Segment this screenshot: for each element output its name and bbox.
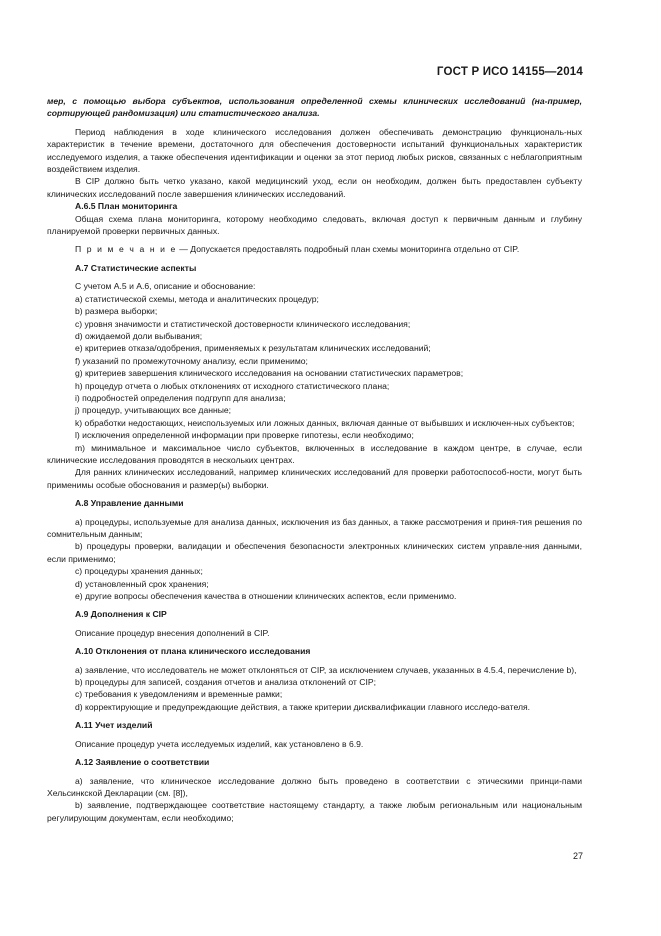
paragraph: С учетом А.5 и А.6, описание и обоснование: (75, 281, 256, 292)
list-item: b) заявление, подтверждающее соответствие настоящему стандарту, а также любым региональным или национальным регулирующим документам, если необходимо; (47, 800, 582, 823)
list-item: h) процедур отчета о любых отклонениях от исходного статистического плана; (75, 380, 390, 391)
list-item: l) исключения определенной информации при проверке гипотезы, если необходимо; (75, 430, 414, 441)
list-item: d) установленный срок хранения; (75, 578, 209, 589)
list-item: b) процедуры для записей, создания отчетов и анализа отклонений от CIP; (75, 677, 376, 688)
section-heading: A.11 Учет изделий (75, 720, 153, 731)
paragraph: Общая схема плана мониторинга, которому необходимо следовать, включая доступ к первичным данным и глубину планируемой проверки первичных данных. (47, 213, 582, 237)
section-heading: A.8 Управление данными (75, 498, 184, 509)
section-heading: A.12 Заявление о соответствии (75, 757, 210, 768)
list-item: c) требования к уведомлениям и временные рамки; (75, 689, 283, 700)
page-number: 27 (572, 851, 583, 861)
section-heading: A.7 Статистические аспекты (75, 262, 197, 273)
list-item: a) статистической схемы, метода и аналитических процедур; (75, 293, 319, 304)
paragraph: Описание процедур учета исследуемых изделий, как установлено в 6.9. (75, 738, 364, 749)
section-heading: A.6.5 План мониторинга (75, 201, 178, 212)
list-item: j) процедур, учитывающих все данные; (75, 405, 232, 416)
list-item: b) размера выборки; (75, 306, 158, 317)
list-item: k) обработки недостающих, неиспользуемых или ложных данных, включая данные от выбывших и исключен-ных субъектов; (75, 417, 575, 428)
list-item: i) подробностей определения подгрупп для анализа; (75, 392, 286, 403)
list-item: f) указаний по промежуточному анализу, если применимо; (75, 355, 308, 366)
note-text: — Допускается предоставлять подробный план схемы мониторинга отдельно от CIP. (176, 244, 520, 255)
list-item: e) критериев отказа/одобрения, применяемых к результатам клинических исследований; (75, 343, 431, 354)
list-item: d) ожидаемой доли выбывания; (75, 330, 203, 341)
list-item: c) уровня значимости и статистической достоверности клинического исследования; (75, 318, 411, 329)
list-item: e) другие вопросы обеспечения качества в отношении клинических аспектов, если применимо. (75, 591, 457, 602)
list-item: d) корректирующие и предупреждающие действия, а также критерии дисквалификации главного исследо-вателя. (75, 701, 531, 712)
list-item: c) процедуры хранения данных; (75, 566, 203, 577)
list-item: a) заявление, что клиническое исследование должно быть проведено в соответствии с этическими принци-пами Хельсинкской Декларации (см. [8]), (47, 775, 582, 798)
note-paragraph (47, 243, 582, 255)
paragraph: Описание процедур внесения дополнений в CIP. (75, 627, 270, 638)
list-item: a) процедуры, используемые для анализа данных, исключения из баз данных, а также рассмотрения и приня-тия решения по сомнительным данным; (47, 516, 582, 539)
list-item: b) процедуры проверки, валидации и обеспечения безопасности электронных клинических систем управле-ния данными, если применимо; (47, 541, 582, 564)
section-heading: A.9 Дополнения к CIP (75, 609, 167, 620)
note-label: П р и м е ч а н и е (75, 244, 177, 255)
list-item: g) критериев завершения клинического исследования на основании статистических параметров; (75, 368, 464, 379)
paragraph: Период наблюдения в ходе клинического исследования должен обеспечивать демонстрацию функциональ-ных характеристик в течение времени, достаточного для обеспечения достоверности испытаний функциональных характеристик исследуемого изделия, а также обеспечения идентификации и оценки за этот период любых рисков, связанных с неблагоприятным воздействием изделия. (47, 126, 582, 175)
paragraph: В CIP должно быть четко указано, какой медицинский уход, если он необходим, должен быть предоставлен субъекту клинических исследований после завершения клинических исследований. (47, 176, 582, 199)
document-body (47, 95, 582, 824)
list-item: a) заявление, что исследователь не может отклоняться от CIP, за исключением случаев, указанных в 4.5.4, перечисление b), (75, 664, 577, 675)
document-header: ГОСТ Р ИСО 14155—2014 (436, 66, 583, 78)
list-item: m) минимальное и максимальное число субъектов, включенных в исследование в каждом центре, в случае, если клинические исследования проводятся в нескольких центрах. (47, 442, 582, 465)
section-heading: A.10 Отклонения от плана клинического исследования (75, 646, 311, 657)
paragraph-continuation: мер, с помощью выбора субъектов, использования определенной схемы клинических исследований (на-пример, сортирующей рандомизация) или статистического анализа. (47, 96, 582, 119)
paragraph: Для ранних клинических исследований, например клинических исследований для проверки работоспособ-ности, могут быть применимы особые обоснования и размер(ы) выборки. (47, 467, 582, 490)
